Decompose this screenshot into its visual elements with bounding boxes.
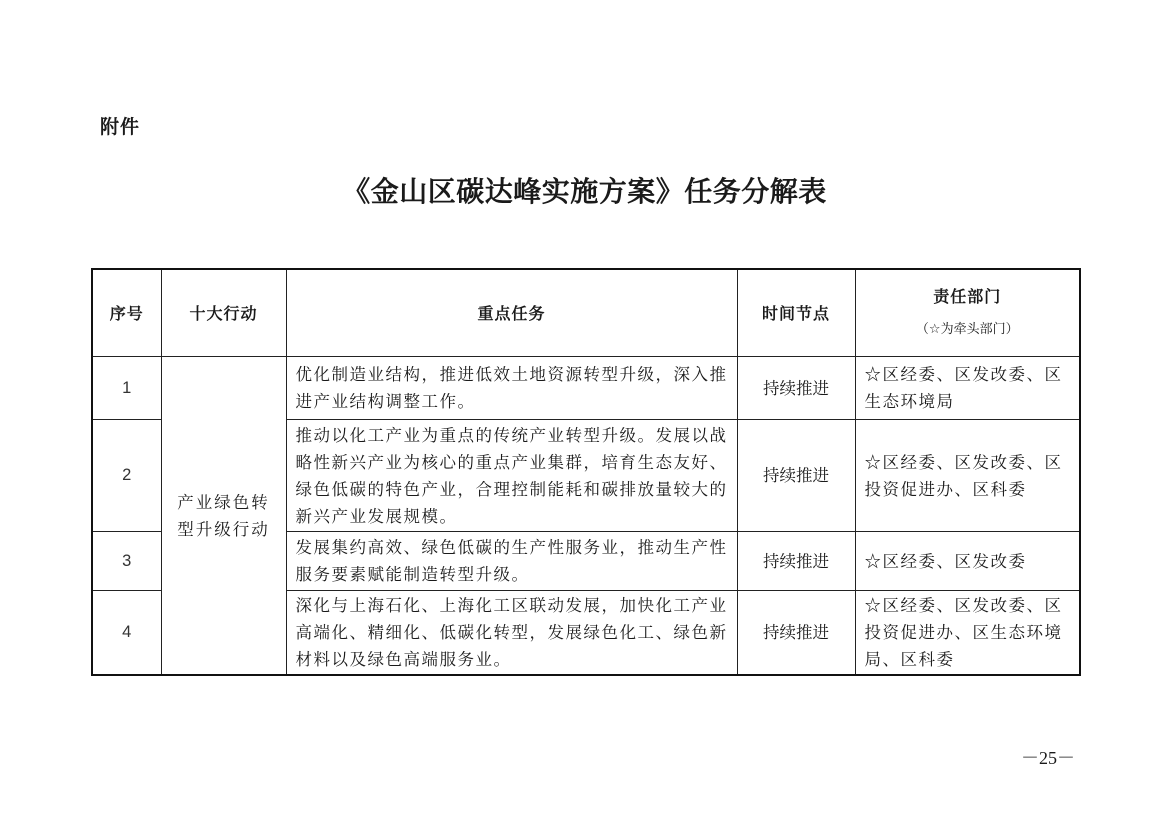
row-task: 深化与上海石化、上海化工区联动发展，加快化工产业高端化、精细化、低碳化转型，发展绿色化工、绿色新材料以及绿色高端服务业。: [286, 591, 737, 676]
header-department-note: （☆为牵头部门）: [915, 322, 1019, 337]
header-department: [855, 269, 1080, 357]
row-index: 2: [92, 420, 161, 532]
task-breakdown-table: [91, 268, 1081, 676]
row-task: 发展集约高效、绿色低碳的生产性服务业，推动生产性服务要素赋能制造转型升级。: [286, 532, 737, 591]
table-row: [92, 357, 1080, 420]
row-task: 推动以化工产业为重点的传统产业转型升级。发展以战略性新兴产业为核心的重点产业集群，培育生态友好、绿色低碳的特色产业，合理控制能耗和碳排放量较大的新兴产业发展规模。: [286, 420, 737, 532]
row-timeline: 持续推进: [737, 357, 855, 420]
row-task: 优化制造业结构，推进低效土地资源转型升级，深入推进产业结构调整工作。: [286, 357, 737, 420]
row-department: ☆区经委、区发改委、区生态环境局: [855, 357, 1080, 420]
row-index: 4: [92, 591, 161, 676]
action-group-cell: 产业绿色转型升级行动: [161, 357, 286, 676]
table-header-row: [92, 269, 1080, 357]
header-department-label: 责任部门: [933, 287, 1002, 306]
row-department: ☆区经委、区发改委、区投资促进办、区科委: [855, 420, 1080, 532]
attachment-label: 附件: [100, 116, 141, 138]
header-index: 序号: [92, 269, 161, 357]
header-task: 重点任务: [286, 269, 737, 357]
document-title: 《金山区碳达峰实施方案》任务分解表: [342, 175, 827, 208]
page-number: －25－: [1021, 748, 1075, 768]
row-index: 3: [92, 532, 161, 591]
row-department: ☆区经委、区发改委: [855, 532, 1080, 591]
row-department: ☆区经委、区发改委、区投资促进办、区生态环境局、区科委: [855, 591, 1080, 676]
row-index: 1: [92, 357, 161, 420]
row-timeline: 持续推进: [737, 591, 855, 676]
row-timeline: 持续推进: [737, 532, 855, 591]
header-timeline: 时间节点: [737, 269, 855, 357]
row-timeline: 持续推进: [737, 420, 855, 532]
header-action: 十大行动: [161, 269, 286, 357]
